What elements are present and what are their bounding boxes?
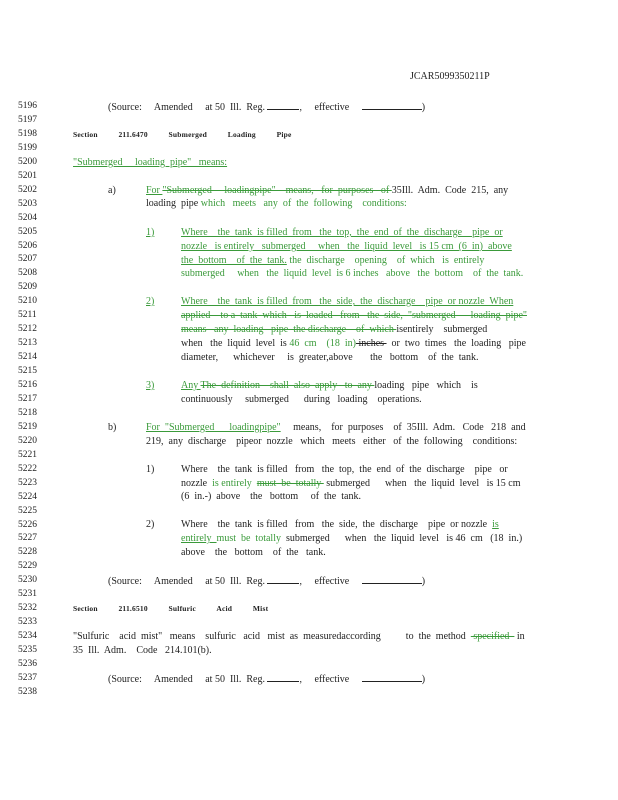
subitem-a1-line1: Where the tank is filled from the top, the end of the discharge pipe or: [181, 227, 503, 238]
line-number: 5226: [18, 519, 37, 530]
line-number: 5199: [18, 142, 37, 153]
line-number: 5214: [18, 352, 37, 363]
register-label: at 50 Ill. Reg.: [205, 102, 265, 113]
subitem-a3-label: 3): [146, 380, 155, 391]
line-number: 5198: [18, 128, 37, 139]
line-number: 5215: [18, 366, 37, 377]
line-number: 5233: [18, 617, 37, 628]
line-number: 5224: [18, 491, 37, 502]
item-b-line1: For "Submerged loadingpipe" means, for purposes of 35Ill. Adm. Code 218 and: [146, 422, 526, 433]
subitem-a2-line4: when the liquid level is 46 cm (18 in) inches or two times the loading pipe: [181, 338, 526, 349]
source-label: (Source:: [108, 102, 142, 113]
line-number: 5200: [18, 156, 37, 167]
line-number: 5202: [18, 184, 37, 195]
line-number: 5219: [18, 421, 37, 432]
blank-field: [362, 673, 422, 682]
line-number: 5203: [18, 198, 37, 209]
line-number: 5221: [18, 449, 37, 460]
line-number: 5210: [18, 296, 37, 307]
subitem-b1-label: 1): [146, 464, 155, 475]
line-number: 5217: [18, 393, 37, 404]
line-number: 5197: [18, 114, 37, 125]
line-number: 5230: [18, 575, 37, 586]
source-note-3: (Source: Amended at 50 Ill. Reg. , effective ): [108, 674, 426, 685]
subitem-a3-line2: continuously submerged during loading operations.: [181, 394, 422, 405]
subitem-a2-line1: Where the tank is filled from the side, the discharge pipe or nozzle When: [181, 296, 514, 307]
subitem-b2-line2: entirely must be totally submerged when the liquid level is 46 cm (18 in.): [181, 533, 523, 544]
subitem-a1-line2: nozzle is entirely submerged when the liquid level is 15 cm (6 in) above: [181, 241, 512, 252]
subitem-a1-line3: the bottom of the tank. the discharge opening of which is entirely: [181, 255, 485, 266]
source-note-2: (Source: Amended at 50 Ill. Reg. , effective ): [108, 576, 426, 587]
line-number: 5222: [18, 463, 37, 474]
line-number: 5223: [18, 477, 37, 488]
line-number: 5208: [18, 268, 37, 279]
line-number: 5196: [18, 101, 37, 111]
line-number: 5201: [18, 170, 37, 181]
blank-field: [267, 101, 299, 110]
line-number: 5209: [18, 282, 37, 293]
subitem-a2-line3: means any loading pipe the discharge of which isentirely submerged: [181, 324, 488, 335]
item-a-line1: For "Submerged loadingpipe" means, for purposes of 35Ill. Adm. Code 215, any: [146, 185, 509, 196]
line-number: 5232: [18, 603, 37, 614]
blank-field: [362, 101, 422, 110]
section-heading-6510: Section 211.6510 Sulfuric Acid Mist: [73, 604, 269, 613]
subitem-b1-line2: nozzle is entirely must be totally submerged when the liquid level is 15 cm: [181, 478, 521, 489]
item-b-line2: 219, any discharge pipeor nozzle which meets either of the following conditions:: [146, 436, 518, 447]
line-number: 5228: [18, 547, 37, 558]
item-a-line2: loading pipe which meets any of the following conditions:: [146, 198, 407, 209]
line-number: 5227: [18, 533, 37, 544]
subitem-b1-line1: Where the tank is filled from the top, the end of the discharge pipe or: [181, 464, 508, 475]
blank-field: [267, 575, 299, 584]
section-heading-6470: Section 211.6470 Submerged Loading Pipe: [73, 130, 292, 139]
amended-label: Amended: [153, 102, 193, 113]
line-number: 5216: [18, 380, 37, 390]
line-number: 5205: [18, 226, 37, 237]
line-number: 5218: [18, 407, 37, 418]
subitem-b2-label: 2): [146, 519, 155, 530]
line-number: 5237: [18, 672, 37, 683]
subitem-a2-line2: applied to a tank which is loaded from the side, "submerged loading pipe": [181, 310, 527, 321]
subitem-a2-line5: diameter, whichever is greater,above the bottom of the tank.: [181, 352, 479, 363]
line-number: 5229: [18, 561, 37, 572]
blank-field: [362, 575, 422, 584]
effective-label: effective: [314, 102, 350, 113]
line-number: 5211: [18, 310, 37, 321]
line-number: 5207: [18, 254, 37, 265]
subitem-a3-line1: Any The definition shall also apply to any loading pipe which is: [181, 380, 478, 391]
line-number: 5236: [18, 659, 37, 669]
line-number: 5204: [18, 212, 37, 223]
blank-field: [267, 673, 299, 682]
line-number: 5213: [18, 338, 37, 349]
subitem-a1-line4: submerged when the liquid level is 6 inches above the bottom of the tank.: [181, 268, 524, 279]
line-number: 5206: [18, 240, 37, 251]
subitem-b1-line3: (6 in.-) above the bottom of the tank.: [181, 491, 361, 502]
subitem-a2-label: 2): [146, 296, 155, 307]
line-number: 5234: [18, 631, 37, 642]
item-b-label: b): [108, 422, 117, 433]
item-a-label: a): [108, 185, 116, 196]
subitem-b2-line3: above the bottom of the tank.: [181, 547, 326, 558]
line-number: 5231: [18, 589, 37, 600]
sulfuric-definition-line1: "Sulfuric acid mist" means sulfuric acid mist as measuredaccording to the method specified in: [73, 631, 525, 642]
document-id: JCAR5099350211P: [410, 71, 490, 82]
source-note-1: (Source: Amended at 50 Ill. Reg. , effective ): [108, 102, 426, 113]
line-number: 5212: [18, 324, 37, 335]
subitem-b2-line1: Where the tank is filled from the side, the discharge pipe or nozzle is: [181, 519, 499, 530]
subitem-a1-label: 1): [146, 227, 155, 238]
line-number: 5235: [18, 645, 37, 656]
line-number: 5225: [18, 505, 37, 516]
sulfuric-definition-line2: 35 Ill. Adm. Code 214.101(b).: [73, 645, 212, 656]
definition-heading: "Submerged loading pipe" means:: [73, 157, 228, 168]
line-number: 5238: [18, 686, 37, 697]
line-number: 5220: [18, 435, 37, 446]
